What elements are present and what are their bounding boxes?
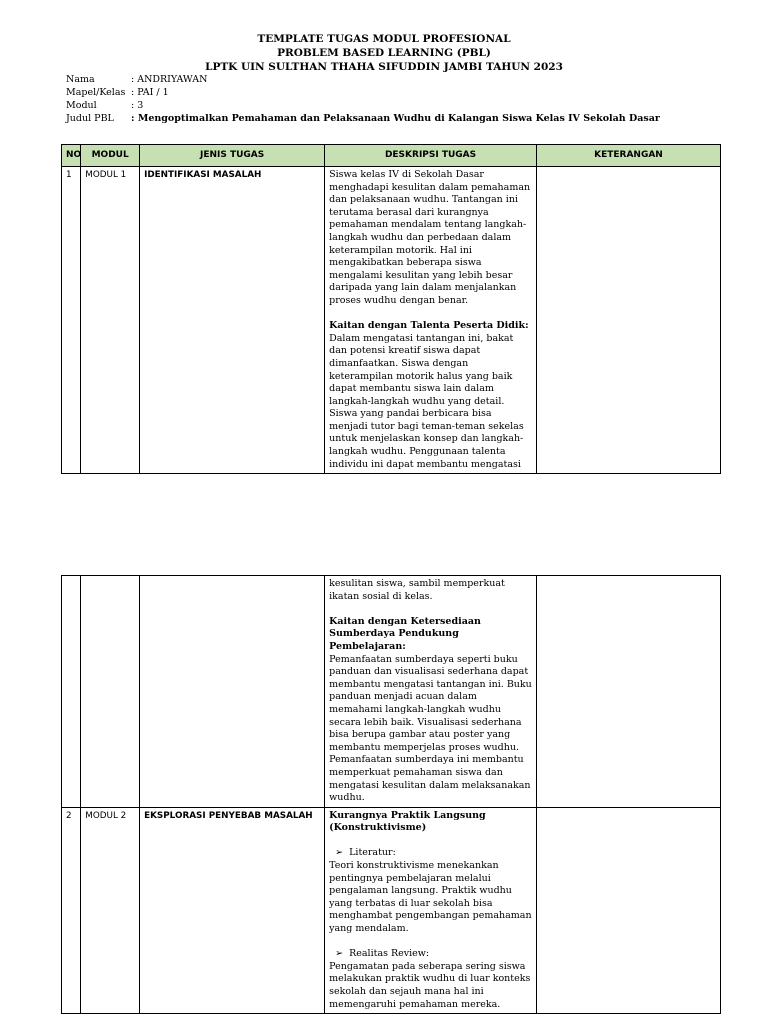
meta-label: Judul PBL [66, 113, 114, 124]
cell-jenis [140, 576, 325, 808]
cell-modul: MODUL 2 [81, 807, 140, 1014]
meta-value: : 3 [131, 100, 144, 111]
col-header-keterangan: KETERANGAN [536, 145, 720, 167]
meta-label: Nama [66, 74, 95, 85]
desc-paragraph: Siswa kelas IV di Sekolah Dasar menghadapi kesulitan dalam pemahaman dan pelaksanaan wudhu. Tantangan ini terutama berasal dari kurangnya pemahaman mendalam tentang langkah-langkah wudhu dan perbedaan dalam keterampilan motorik. Hal ini mengakibatkan beberapa siswa mengalami kesulitan yang lebih besar daripada yang lain dalam menjalankan proses wudhu dengan benar. [329, 169, 531, 306]
cell-deskripsi [325, 576, 537, 808]
table-header-row [62, 145, 721, 167]
cell-modul [81, 576, 140, 808]
col-header-modul: MODUL [81, 145, 140, 167]
cell-keterangan [536, 576, 720, 808]
desc-paragraph: Pengamatan pada seberapa sering siswa melakukan praktik wudhu di luar konteks sekolah dan sejauh mana hal ini memengaruhi pemahaman mereka. [329, 960, 531, 1010]
task-table [61, 144, 721, 474]
cell-no: 1 [62, 167, 81, 474]
meta-value: : Mengoptimalkan Pemahaman dan Pelaksanaan Wudhu di Kalangan Siswa Kelas IV Sekolah Dasar [131, 113, 660, 124]
cell-keterangan [536, 807, 720, 1014]
meta-value: : PAI / 1 [131, 87, 169, 98]
meta-modul [66, 99, 660, 112]
cell-keterangan [536, 167, 720, 474]
cell-jenis: EKSPLORASI PENYEBAB MASALAH [140, 807, 325, 1014]
cell-no: 2 [62, 807, 81, 1014]
meta-judul [66, 112, 660, 125]
desc-paragraph: Teori konstruktivisme menekankan pentingnya pembelajaran melalui pengalaman langsung. Praktik wudhu yang terbatas di luar sekolah bisa menghambat pengembangan pemahaman yang mendalam. [329, 860, 532, 935]
meta-label: Mapel/Kelas [66, 87, 126, 98]
desc-bullet: ➢ Literatur: [329, 847, 532, 860]
desc-bullet: ➢ Realitas Review: [329, 948, 532, 961]
meta-mapel [66, 86, 660, 99]
header-title-2: PROBLEM BASED LEARNING (PBL) [277, 47, 491, 59]
header-title-1: TEMPLATE TUGAS MODUL PROFESIONAL [257, 33, 511, 45]
task-table-continued [61, 575, 721, 1014]
identity-block [66, 73, 660, 125]
cell-deskripsi [325, 167, 537, 474]
meta-value: : ANDRIYAWAN [131, 74, 208, 85]
col-header-no: NO [62, 145, 81, 167]
meta-nama [66, 73, 660, 86]
header-title-3: LPTK UIN SULTHAN THAHA SIFUDDIN JAMBI TAHUN 2023 [205, 61, 563, 73]
table-row [62, 576, 721, 808]
table-row [62, 807, 721, 1014]
cell-deskripsi [325, 807, 537, 1014]
meta-label: Modul [66, 100, 97, 111]
cell-modul: MODUL 1 [81, 167, 140, 474]
cell-jenis: IDENTIFIKASI MASALAH [140, 167, 325, 474]
col-header-jenis: JENIS TUGAS [140, 145, 325, 167]
desc-subheading: Kurangnya Praktik Langsung (Konstruktivisme) [329, 809, 486, 834]
desc-subheading: Kaitan dengan Ketersediaan Sumberdaya Pendukung Pembelajaran: [329, 615, 481, 652]
desc-subheading: Kaitan dengan Talenta Peserta Didik: [329, 320, 529, 332]
cell-no [62, 576, 81, 808]
desc-paragraph: kesulitan siswa, sambil memperkuat ikatan sosial di kelas. [329, 578, 505, 602]
table-row [62, 167, 721, 474]
desc-paragraph: Dalam mengatasi tantangan ini, bakat dan potensi kreatif siswa dapat dimanfaatkan. Siswa dengan keterampilan motorik halus yang baik dapat membantu siswa lain dalam langkah-langkah wudhu yang detail. Siswa yang pandai berbicara bisa menjadi tutor bagi teman-teman sekelas untuk menjelaskan konsep dan langkah-langkah wudhu. Penggunaan talenta individu ini dapat membantu mengatasi [329, 332, 524, 470]
document-header [0, 32, 768, 74]
col-header-deskripsi: DESKRIPSI TUGAS [325, 145, 537, 167]
desc-paragraph: Pemanfaatan sumberdaya seperti buku panduan dan visualisasi sederhana dapat membantu mengatasi tantangan ini. Buku panduan menjadi acuan dalam memahami langkah-langkah wudhu secara lebih baik. Visualisasi sederhana bisa berupa gambar atau poster yang membantu memperjelas proses wudhu. Pemanfaatan sumberdaya ini membantu memperkuat pemahaman siswa dan mengatasi kesulitan dalam melaksanakan wudhu. [329, 653, 532, 804]
